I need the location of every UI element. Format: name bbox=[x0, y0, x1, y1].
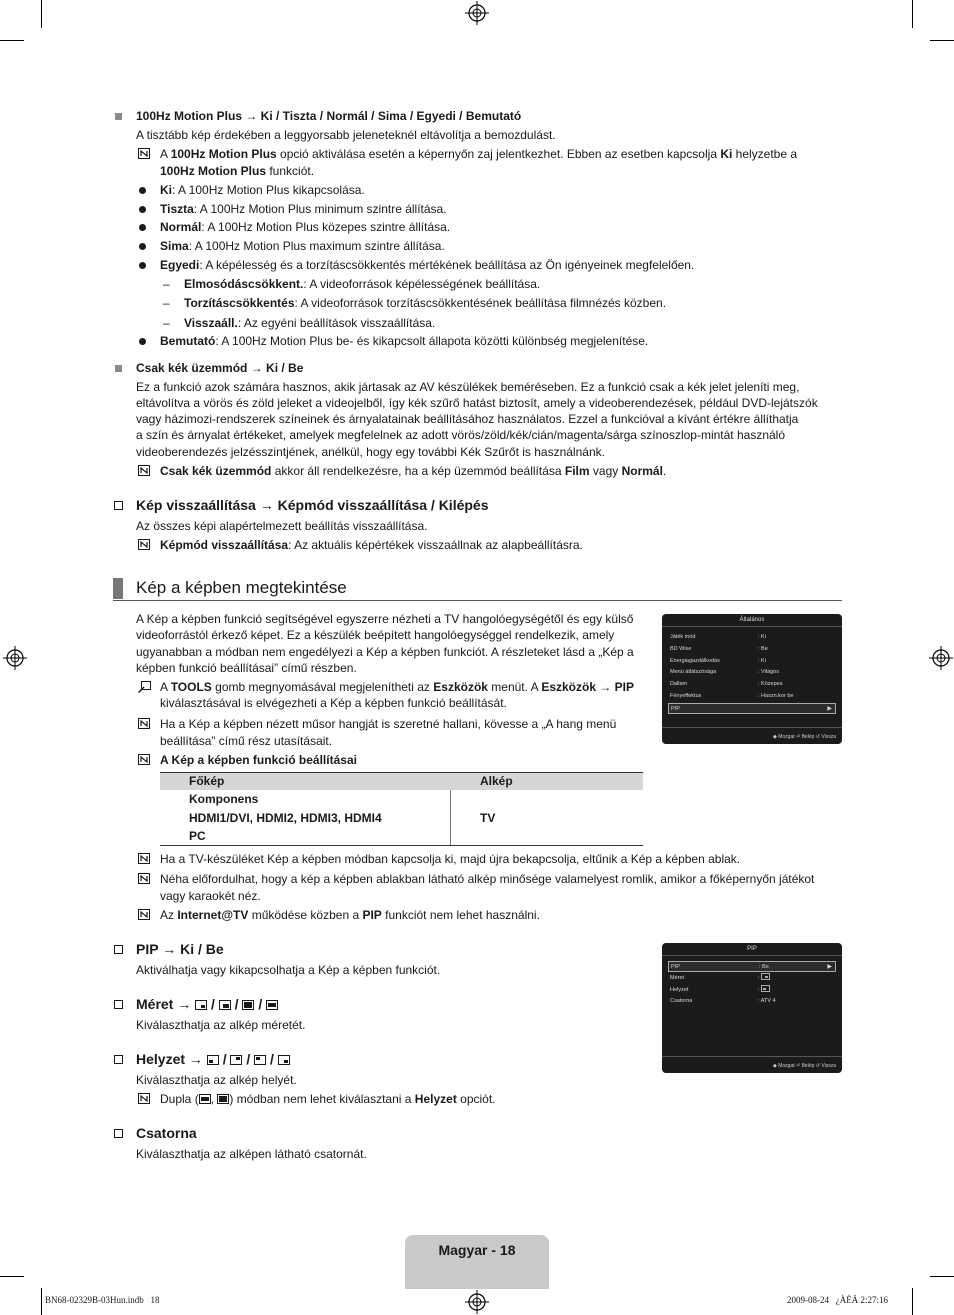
tv-menu-footer: ◆ Mozgat ⏎ Belép ↺ Vissza bbox=[773, 734, 836, 740]
dash-bullet: – bbox=[163, 316, 170, 330]
page-number: Magyar - 18 bbox=[438, 1242, 516, 1258]
tv-menu-row-pip[interactable]: PIP ▶ bbox=[668, 703, 836, 714]
section-title-pip: PIP → Ki / Be bbox=[136, 941, 224, 957]
note-icon bbox=[138, 873, 151, 885]
page-heading: Kép a képben megtekintése bbox=[136, 578, 347, 597]
section-title-picture-reset: Kép visszaállítása → Képmód visszaállítása / Kilépés bbox=[136, 497, 489, 513]
tv-menu-row-position[interactable]: Helyzet : bbox=[668, 985, 836, 996]
size-double-b-icon bbox=[199, 1094, 211, 1104]
tv-menu-header: PIP bbox=[747, 946, 757, 952]
tv-menu-row[interactable]: Dallam : Közepes bbox=[670, 681, 783, 687]
bullet-item: Sima: A 100Hz Motion Plus maximum szintre állítása. bbox=[160, 239, 445, 253]
tv-menu-general bbox=[662, 614, 842, 744]
note-icon bbox=[138, 148, 151, 160]
position-top-right-icon bbox=[230, 1055, 242, 1065]
crop-mark bbox=[930, 40, 954, 41]
checkbox-icon bbox=[114, 501, 123, 510]
tv-menu-row-pip[interactable]: PIP : Be ▶ bbox=[668, 961, 836, 972]
section-title-motion-plus: 100Hz Motion Plus → Ki / Tiszta / Normál / Sima / Egyedi / Bemutató bbox=[136, 109, 522, 123]
note-icon bbox=[138, 718, 151, 730]
dash-bullet: – bbox=[163, 277, 170, 291]
heading-bar bbox=[113, 578, 123, 599]
bullet bbox=[139, 206, 146, 213]
pip-note: Ha a TV-készüléket Kép a képben módban kapcsolja ki, majd újra bekapcsolja, eltűnik a Kép a képben ablak. bbox=[160, 852, 741, 866]
tools-icon bbox=[138, 681, 151, 693]
pip-table-title: A Kép a képben funkció beállításai bbox=[160, 753, 357, 767]
arrow-right-icon: ▶ bbox=[827, 706, 832, 712]
size-double-a-icon bbox=[217, 1094, 229, 1104]
motion-plus-desc: A tisztább kép érdekében a leggyorsabb jeleneteknél eltávolítja a bemozdulást. bbox=[136, 128, 556, 142]
registration-mark-icon bbox=[464, 1289, 490, 1315]
tv-menu-row-size[interactable]: Méret : bbox=[668, 973, 836, 984]
crop-mark bbox=[0, 1276, 24, 1277]
blue-mode-text: eltávolítva a vörös és zöld jeleket a videojelből, így kék szűrő hatást biztosít, amely a videoberendezések, például DVD-lejátszók bbox=[136, 396, 818, 410]
pip-note-cont: vagy karaokét néz. bbox=[160, 889, 261, 903]
registration-mark-icon bbox=[464, 0, 490, 26]
picture-reset-note: Képmód visszaállítása: Az aktuális képértékek visszaállnak az alapbeállításra. bbox=[160, 538, 583, 552]
tools-tip-cont: kiválasztásával is elvégezheti a Kép a képben funkció beállítását. bbox=[160, 696, 507, 710]
table-cell: Komponens bbox=[189, 792, 259, 806]
tv-menu-row[interactable]: Menü átlátszósága : Világos bbox=[670, 669, 779, 675]
tv-menu-row[interactable]: Fényeffektus : Haszn.kor be bbox=[670, 693, 794, 699]
crop-mark bbox=[930, 1276, 954, 1277]
table-header-sub: Alkép bbox=[480, 774, 513, 788]
position-bottom-left-icon bbox=[207, 1055, 219, 1065]
checkbox-icon bbox=[114, 1055, 123, 1064]
crop-mark bbox=[0, 40, 24, 41]
arrow-right-icon: ▶ bbox=[827, 964, 832, 970]
dash-item: Visszaáll.: Az egyéni beállítások visszaállítása. bbox=[184, 316, 436, 330]
size-desc: Kiválaszthatja az alkép méretét. bbox=[136, 1018, 306, 1032]
tv-menu-row-channel[interactable]: Csatorna : ATV 4 bbox=[670, 998, 776, 1004]
bullet-item: Normál: A 100Hz Motion Plus közepes szintre állítása. bbox=[160, 220, 451, 234]
pip-desc: Aktiválhatja vagy kikapcsolhatja a Kép a képben funkciót. bbox=[136, 963, 441, 977]
bullet-item: Bemutató: A 100Hz Motion Plus be- és kikapcsolt állapota közötti különbség megjelenítése. bbox=[160, 334, 649, 348]
position-note: Dupla ( , ) módban nem lehet kiválasztani a Helyzet opciót. bbox=[160, 1092, 496, 1106]
pip-intro-text: képben funkció beállításai” című részben. bbox=[136, 661, 357, 675]
picture-reset-desc: Az összes képi alapértelmezett beállítás visszaállítása. bbox=[136, 519, 428, 533]
bullet bbox=[139, 243, 146, 250]
size-small-icon bbox=[195, 1000, 207, 1010]
position-desc: Kiválaszthatja az alkép helyét. bbox=[136, 1073, 297, 1087]
position-bottom-left-icon bbox=[761, 985, 770, 992]
position-top-left-icon bbox=[254, 1055, 266, 1065]
section-title-channel: Csatorna bbox=[136, 1125, 197, 1141]
note-icon bbox=[138, 539, 151, 551]
note-icon bbox=[138, 909, 151, 921]
checkbox-icon bbox=[114, 1129, 123, 1138]
print-info-right: 2009-08-24 ¿ÀÈÄ 2:27:16 bbox=[787, 1295, 888, 1305]
tv-menu-header: Általános bbox=[739, 617, 765, 623]
note-icon bbox=[138, 465, 151, 477]
motion-plus-note-cont: 100Hz Motion Plus funkciót. bbox=[160, 164, 315, 178]
tv-menu-row[interactable]: BD Wise : Be bbox=[670, 646, 768, 652]
blue-mode-text: a szín és árnyalat értékeket, amelyek megfelelnek az adott vörös/zöld/kék/cián/magenta/sárga színoszlop-mintát használó bbox=[136, 428, 786, 442]
section-title-position: Helyzet → / / / bbox=[136, 1051, 290, 1068]
channel-desc: Kiválaszthatja az alképen látható csatornát. bbox=[136, 1147, 367, 1161]
table-header-main: Főkép bbox=[189, 774, 225, 788]
registration-mark-icon bbox=[2, 645, 28, 671]
size-double-b-icon bbox=[266, 1000, 278, 1010]
table-cell: HDMI1/DVI, HDMI2, HDMI3, HDMI4 bbox=[189, 811, 382, 825]
note-icon bbox=[138, 853, 151, 865]
crop-mark bbox=[41, 1288, 42, 1315]
table-divider bbox=[450, 790, 451, 846]
dash-item: Torzításcsökkentés: A videoforrások torzításcsökkentésének beállítása filmnézés közben. bbox=[184, 296, 667, 310]
checkbox-icon bbox=[114, 945, 123, 954]
crop-mark bbox=[912, 1288, 913, 1315]
section-title-blue-mode: Csak kék üzemmód → Ki / Be bbox=[136, 361, 304, 375]
table-bottom-rule bbox=[160, 845, 643, 846]
blue-mode-note: Csak kék üzemmód akkor áll rendelkezésre, ha a kép üzemmód beállítása Film vagy Normál. bbox=[160, 464, 667, 478]
pip-sound-note: Ha a Kép a képben nézett műsor hangját is szeretné hallani, kövesse a „A hang menü bbox=[160, 717, 617, 731]
tv-menu-pip bbox=[662, 943, 842, 1073]
crop-mark bbox=[41, 0, 42, 28]
dash-item: Elmosódáscsökkent.: A videoforrások képélességének beállítása. bbox=[184, 277, 541, 291]
bullet-item: Egyedi: A képélesség és a torzításcsökkentés mértékének beállítása az Ön igényeinek megfelelően. bbox=[160, 258, 695, 272]
pip-intro-text: ugyanabban a módban nem engedélyezi a Kép a képben funkciót. A részleteket lásd a „Kép a bbox=[136, 645, 634, 659]
section-title-size: Méret → / / / bbox=[136, 996, 278, 1013]
tv-menu-row[interactable]: Játék mód : Ki bbox=[670, 634, 766, 640]
table-cell: TV bbox=[480, 811, 496, 825]
table-cell: PC bbox=[189, 829, 206, 843]
registration-mark-icon bbox=[928, 645, 954, 671]
size-large-icon bbox=[219, 1000, 231, 1010]
print-info-left: BN68-02329B-03Hun.indb 18 bbox=[45, 1295, 160, 1305]
square-bullet bbox=[115, 365, 122, 372]
size-small-icon bbox=[761, 973, 770, 980]
bullet bbox=[139, 338, 146, 345]
pip-intro-text: A Kép a képben funkció segítségével egyszerre nézheti a TV hangolóegységétől és egy külső bbox=[136, 612, 634, 626]
checkbox-icon bbox=[114, 1000, 123, 1009]
blue-mode-text: Ez a funkció azok számára hasznos, akik jártasak az AV készülékek beméréseben. Ez a funkció csak a kék jelet jeleníti meg, bbox=[136, 380, 800, 394]
square-bullet bbox=[115, 113, 122, 120]
motion-plus-note: A 100Hz Motion Plus opció aktiválása esetén a képernyőn zaj jelentkezhet. Ebben az esetben kapcsolja Ki helyzetbe a bbox=[160, 147, 798, 161]
bullet-item: Tiszta: A 100Hz Motion Plus minimum szintre állítása. bbox=[160, 202, 447, 216]
blue-mode-text: videoberendezés jelzésszintjének, anélkül, hogy egy további Kék Szűrőt is használnánk. bbox=[136, 445, 605, 459]
blue-mode-text: vagy házimozi-rendszerek színeinek és árnyalatainak beállításához használatos. Ezzel a funkcióval a kívánt értékre állíthatja bbox=[136, 412, 799, 426]
position-bottom-right-icon bbox=[278, 1055, 290, 1065]
bullet bbox=[139, 262, 146, 269]
pip-note: Az Internet@TV működése közben a PIP funkciót nem lehet használni. bbox=[160, 908, 540, 922]
pip-sound-note-cont: beállítása” című rész utasításait. bbox=[160, 734, 333, 748]
note-icon bbox=[138, 1093, 151, 1105]
tv-menu-row[interactable]: Energiagazdálkodás : Ki bbox=[670, 658, 766, 664]
bullet bbox=[139, 187, 146, 194]
note-icon bbox=[138, 754, 151, 766]
pip-note: Néha előfordulhat, hogy a kép a képben ablakban látható alkép minősége valamelyest romlik, amikor a főképernyőn játékot bbox=[160, 872, 815, 886]
tv-menu-footer: ◆ Mozgat ⏎ Belép ↺ Vissza bbox=[773, 1063, 836, 1069]
tools-tip: A TOOLS gomb megnyomásával megjelenítheti az Eszközök menüt. A Eszközök → PIP bbox=[160, 680, 635, 694]
table-header bbox=[160, 772, 643, 790]
pip-intro-text: videoforrástól érkező képet. Ez a készülék beépített hangolóegységgel rendelkezik, amely bbox=[136, 628, 615, 642]
bullet-item: Ki: A 100Hz Motion Plus kikapcsolása. bbox=[160, 183, 365, 197]
size-double-a-icon bbox=[242, 1000, 254, 1010]
crop-mark bbox=[912, 0, 913, 28]
dash-bullet: – bbox=[163, 296, 170, 310]
pip-settings-table bbox=[160, 772, 643, 846]
heading-rule bbox=[113, 600, 842, 601]
bullet bbox=[139, 224, 146, 231]
